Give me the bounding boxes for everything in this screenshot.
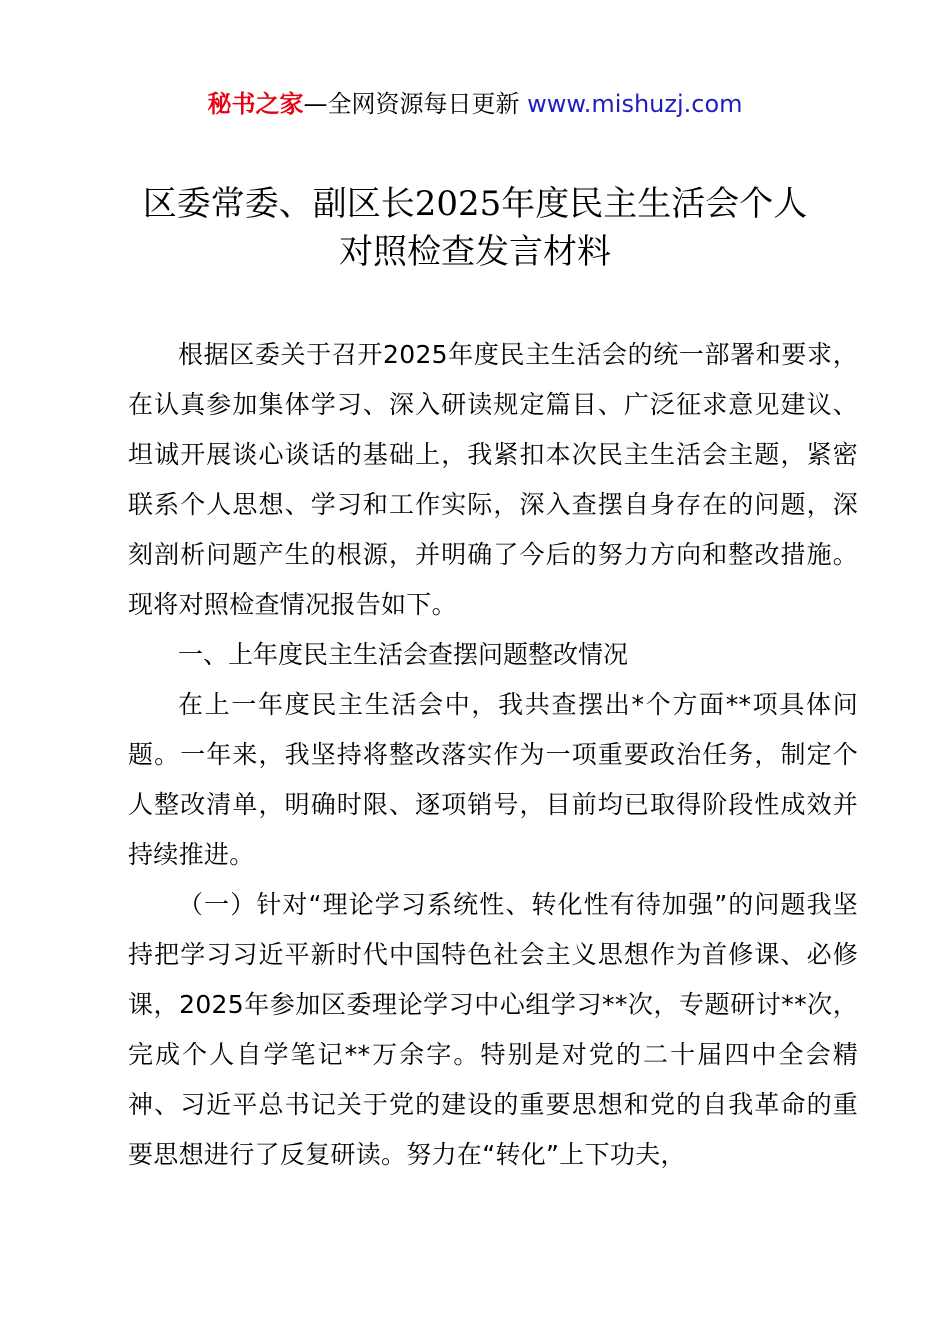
intro-paragraph: 根据区委关于召开2025年度民主生活会的统一部署和要求，在认真参加集体学习、深入研读规定篇目、广泛征求意见建议、坦诚开展谈心谈话的基础上，我紧扣本次民主生活会主题，紧密联系个人思想、学习和工作实际，深入查摆自身存在的问题，深刻剖析问题产生的根源，并明确了今后的努力方向和整改措施。现将对照检查情况报告如下。 <box>128 340 858 619</box>
site-tagline: —全网资源每日更新 <box>303 90 528 118</box>
document-title <box>100 180 850 276</box>
subsection-1-paragraph: （一）针对“理论学习系统性、转化性有待加强”的问题我坚持把学习习近平新时代中国特色社会主义思想作为首修课、必修课，2025年参加区委理论学习中心组学习**次，专题研讨**次，完成个人自学笔记**万余字。特别是对党的二十届四中全会精神、习近平总书记关于党的建设的重要思想和党的自我革命的重要思想进行了反复研读。努力在“转化”上下功夫， <box>128 890 858 1169</box>
title-line-1: 区委常委、副区长2025年度民主生活会个人 <box>142 184 808 224</box>
site-header <box>0 86 950 122</box>
site-url-link[interactable]: www.mishuzj.com <box>527 90 743 118</box>
section-heading-1: 一、上年度民主生活会查摆问题整改情况 <box>178 640 629 669</box>
document-body <box>128 330 858 1180</box>
section-1-paragraph: 在上一年度民主生活会中，我共查摆出*个方面**项具体问题。一年来，我坚持将整改落实作为一项重要政治任务，制定个人整改清单，明确时限、逐项销号，目前均已取得阶段性成效并持续推进。 <box>128 690 858 869</box>
site-brand: 秘书之家 <box>207 90 304 118</box>
title-line-2: 对照检查发言材料 <box>339 232 611 272</box>
